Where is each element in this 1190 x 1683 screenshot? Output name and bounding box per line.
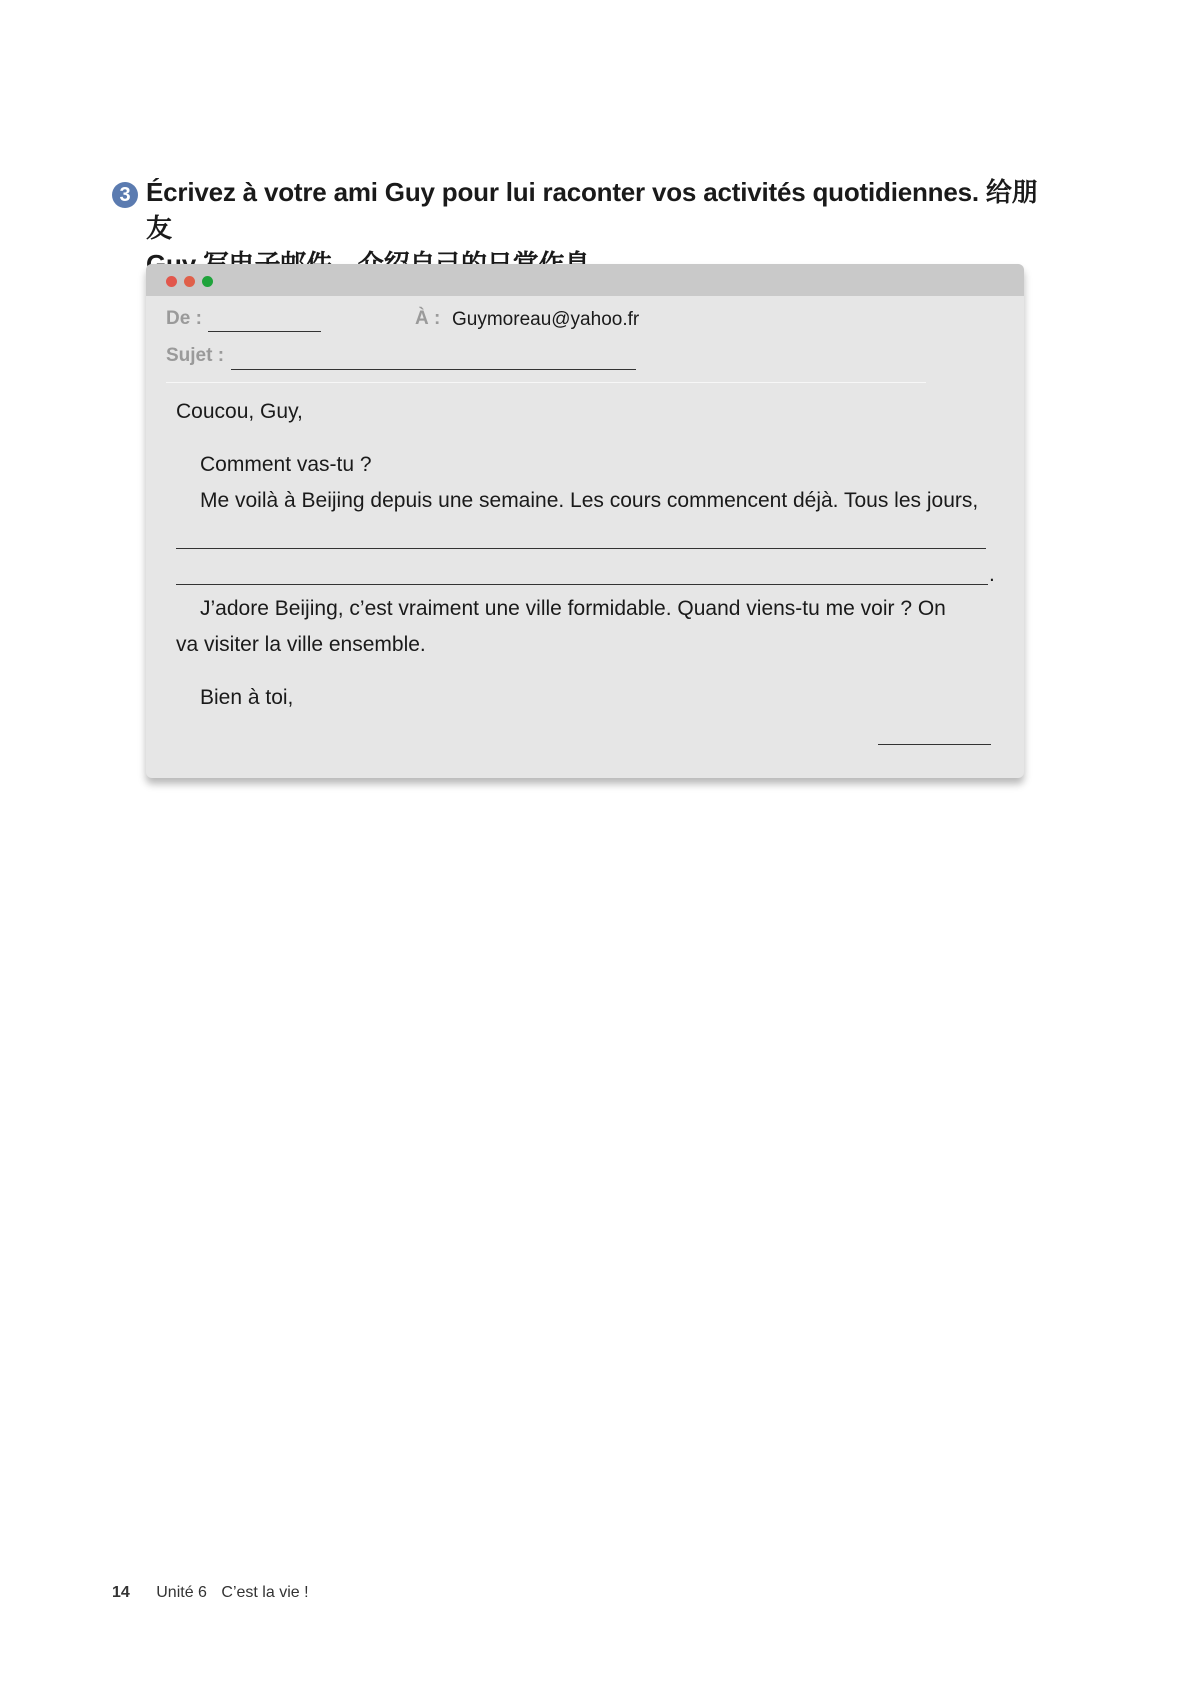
answer-period: . xyxy=(989,563,995,586)
subject-label: Sujet : xyxy=(166,345,225,366)
close-dot-icon[interactable] xyxy=(166,276,177,287)
signature-field[interactable] xyxy=(878,744,991,745)
unit-label: Unité 6 xyxy=(156,1584,207,1601)
subject-field[interactable] xyxy=(231,369,636,370)
minimize-dot-icon[interactable] xyxy=(184,276,195,287)
greeting: Coucou, Guy, xyxy=(176,400,303,423)
maximize-dot-icon[interactable] xyxy=(202,276,213,287)
page-number: 14 xyxy=(112,1584,130,1601)
unit-title: C’est la vie ! xyxy=(221,1584,309,1601)
answer-line-2[interactable] xyxy=(176,584,988,585)
line-adore: J’adore Beijing, c’est vraiment une ville formidable. Quand viens-tu me voir ? On xyxy=(200,597,946,620)
line-intro: Me voilà à Beijing depuis une semaine. Les cours commencent déjà. Tous les jours, xyxy=(200,489,979,512)
line-question: Comment vas-tu ? xyxy=(200,453,372,476)
page-footer xyxy=(112,1584,309,1602)
from-label: De : xyxy=(166,308,202,329)
answer-line-1[interactable] xyxy=(176,548,986,549)
instruction-line-1: Écrivez à votre ami Guy pour lui raconter vos activités quotidiennes. 给朋友 xyxy=(146,177,1038,243)
window-title-bar xyxy=(146,264,1024,296)
header-divider xyxy=(166,382,926,383)
exercise-number-badge: 3 xyxy=(112,182,138,208)
to-value: Guymoreau@yahoo.fr xyxy=(452,309,640,330)
email-window xyxy=(146,264,1024,778)
line-visit: va visiter la ville ensemble. xyxy=(176,633,426,656)
to-label: À : xyxy=(415,308,441,329)
from-field[interactable] xyxy=(208,331,321,332)
closing: Bien à toi, xyxy=(200,686,294,709)
